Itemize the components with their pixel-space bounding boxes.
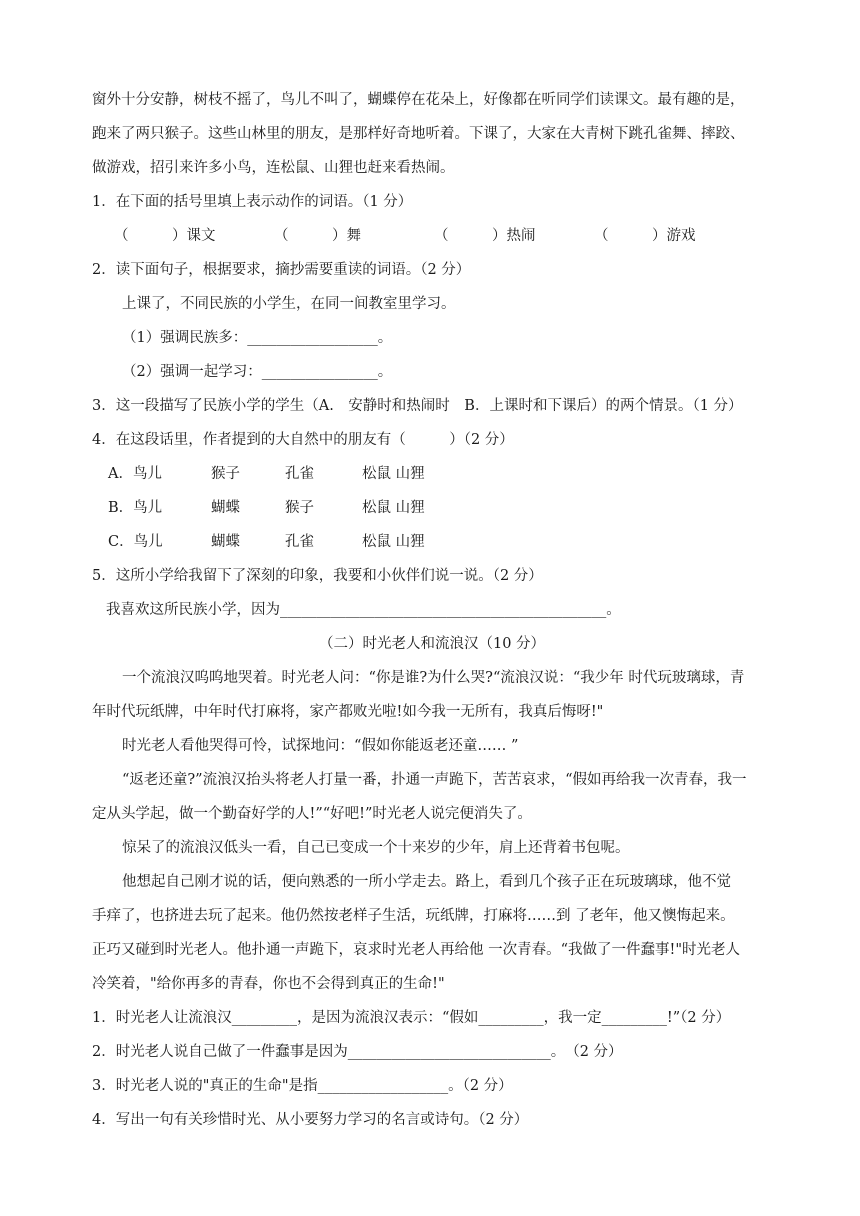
- option-word: 松鼠 山狸: [362, 466, 425, 482]
- fill-blank[interactable]: （ ）课文: [114, 228, 216, 244]
- option-label: B．鸟儿: [108, 500, 163, 516]
- question-1-1: 1．在下面的括号里填上表示动作的词语。（1 分）: [92, 194, 413, 210]
- sub-question-1[interactable]: （1）强调民族多：__________________。: [122, 330, 393, 346]
- option-c[interactable]: [92, 525, 772, 559]
- passage-2-line: 冷笑着，"给你再多的青春，你也不会得到真正的生命!": [92, 976, 445, 992]
- passage-2-line: 定从头学起，做一个勤奋好学的人!”“好吧!”时光老人说完便消失了。: [92, 806, 532, 822]
- sub-question-2[interactable]: （2）强调一起学习：________________。: [122, 364, 393, 380]
- passage-2-line: 年时代玩纸牌，中年时代打麻将，家产都败光啦!如今我一无所有，我真后悔呀!": [92, 704, 604, 720]
- option-word: 蝴蝶: [211, 500, 240, 516]
- section-title: （二）时光老人和流浪汉（10 分）: [318, 636, 546, 652]
- passage-2-line: 正巧又碰到时光老人。他扑通一声跪下，哀求时光老人再给他 一次青春。“我做了一件蠢事!"时光老人: [92, 942, 741, 958]
- fill-blank[interactable]: （ ）热闹: [434, 228, 536, 244]
- option-word: 猴子: [285, 500, 314, 516]
- fill-blank-row: [92, 219, 772, 253]
- option-b[interactable]: [92, 491, 772, 525]
- passage-1-line: 做游戏，招引来许多小鸟，连松鼠、山狸也赶来看热闹。: [92, 160, 455, 176]
- passage-2-line: 手痒了，也挤进去玩了起来。他仍然按老样子生活，玩纸牌，打麻将……到 了老年，他又懊悔起来。: [92, 908, 735, 924]
- question-1-2: 2．读下面句子，根据要求，摘抄需要重读的词语。（2 分）: [92, 262, 471, 278]
- option-word: 松鼠 山狸: [362, 534, 425, 550]
- option-word: 孔雀: [285, 466, 314, 482]
- option-word: 猴子: [211, 466, 240, 482]
- passage-1: [92, 83, 772, 185]
- fill-blank[interactable]: （ ）游戏: [594, 228, 696, 244]
- passage-2-line: 一个流浪汉呜呜地哭着。时光老人问：“你是谁?为什么哭?“流浪汉说：“我少年 时代玩玻璃球，青: [122, 670, 745, 686]
- passage-2-line: “返老还童?”流浪汉抬头将老人打量一番，扑通一声跪下，苦苦哀求，“假如再给我一次青春，我一: [122, 772, 747, 788]
- question-1-5: 5．这所小学给我留下了深刻的印象，我要和小伙伴们说一说。（2 分）: [92, 568, 543, 584]
- document-page: [92, 83, 772, 1137]
- option-a[interactable]: [92, 457, 772, 491]
- question-2-1[interactable]: 1．时光老人让流浪汉_________，是因为流浪汉表示：“假如_________，我一定_________!”（2 分）: [92, 1010, 731, 1026]
- option-label: C．鸟儿: [108, 534, 163, 550]
- example-sentence: 上课了，不同民族的小学生，在同一间教室里学习。: [122, 296, 456, 312]
- passage-1-line: 跑来了两只猴子。这些山林里的朋友，是那样好奇地听着。下课了，大家在大青树下跳孔雀舞、摔跤、: [92, 126, 745, 142]
- fill-blank[interactable]: （ ）舞: [274, 228, 361, 244]
- question-2-4: 4．写出一句有关珍惜时光、从小要努力学习的名言或诗句。（2 分）: [92, 1112, 529, 1128]
- passage-2-line: 他想起自己刚才说的话，便向熟悉的一所小学走去。路上，看到几个孩子正在玩玻璃球，他不觉: [122, 874, 731, 890]
- question-1-3: 3．这一段描写了民族小学的学生（A. 安静时和热闹时 B．上课时和下课后）的两个情景。（1 分）: [92, 398, 743, 414]
- option-label: A．鸟儿: [108, 466, 162, 482]
- option-word: 孔雀: [285, 534, 314, 550]
- passage-2-line: 时光老人看他哭得可怜，试探地问：“假如你能返老还童…… ”: [122, 738, 519, 754]
- question-2-3[interactable]: 3．时光老人说的"真正的生命"是指__________________。（2 分）: [92, 1078, 513, 1094]
- passage-2-line: 惊呆了的流浪汉低头一看，自己已变成一个十来岁的少年，肩上还背着书包呢。: [122, 840, 630, 856]
- answer-line[interactable]: 我喜欢这所民族小学，因为_____________________________________________。: [106, 602, 621, 618]
- passage-1-line: 窗外十分安静，树枝不摇了，鸟儿不叫了，蝴蝶停在花朵上，好像都在听同学们读课文。最有趣的是，: [92, 92, 745, 108]
- question-1-4: 4．在这段话里，作者提到的大自然中的朋友有（ ）（2 分）: [92, 432, 514, 448]
- option-word: 蝴蝶: [211, 534, 240, 550]
- passage-2: [92, 661, 772, 1001]
- option-word: 松鼠 山狸: [362, 500, 425, 516]
- question-2-2[interactable]: 2．时光老人说自己做了一件蠢事是因为____________________________。 （2 分）: [92, 1044, 623, 1060]
